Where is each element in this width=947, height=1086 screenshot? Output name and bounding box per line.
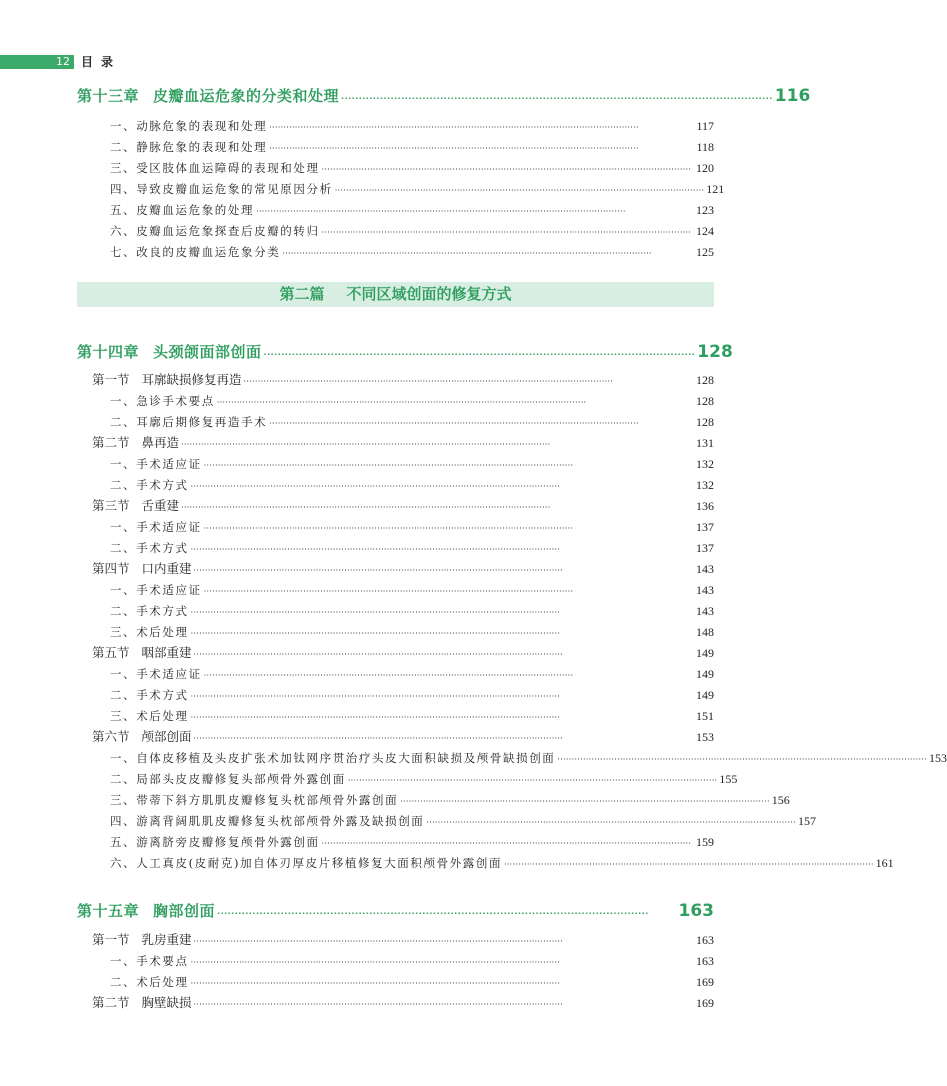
toc-item[interactable]: 四、导致皮瓣血运危象的常见原因分析 ·································································································································· 121 [110, 182, 725, 196]
dot-leader: ·································································································································· [190, 545, 561, 554]
toc-section[interactable]: 第二节 胸壁缺损 ·································································································································· 169 [92, 995, 714, 1010]
toc-item[interactable]: 一、手术适应证 ·································································································································· 143 [110, 583, 714, 597]
toc-item[interactable]: 一、自体皮移植及头皮扩张术加钛网序贯治疗头皮大面积缺损及颅骨缺损创面 ·································································································································· 153 [110, 751, 947, 765]
toc-item[interactable]: 二、局部头皮皮瓣修复头部颅骨外露创面 ·································································································································· 155 [110, 772, 738, 786]
dot-leader: ·································································································································· [190, 692, 561, 701]
toc-section[interactable]: 第一节 乳房重建 ·································································································································· 163 [92, 932, 714, 947]
toc-section[interactable]: 第四节 口内重建 ·································································································································· 143 [92, 561, 714, 576]
dot-leader: ·································································································································· [193, 937, 564, 946]
dot-leader: ·································································································································· [321, 228, 692, 237]
dot-leader: ·································································································································· [216, 398, 587, 407]
dot-leader: ·································································································································· [243, 377, 614, 386]
toc-section[interactable]: 第六节 颅部创面 ·································································································································· 153 [92, 729, 714, 744]
dot-leader: ·································································································································· [321, 165, 692, 174]
dot-leader: ·························································································································· [341, 94, 773, 103]
dot-leader: ·································································································································· [190, 958, 561, 967]
part-title: 不同区域创面的修复方式 [346, 285, 512, 303]
dot-leader: ·································································································································· [193, 650, 564, 659]
toc-item[interactable]: 二、手术方式 ·································································································································· 137 [110, 541, 714, 555]
dot-leader: ·································································································································· [256, 207, 626, 216]
toc-item[interactable]: 二、耳廓后期修复再造手术 ·································································································································· 128 [110, 415, 714, 429]
toc-chapter-15[interactable] [77, 901, 714, 921]
toc-item[interactable]: 三、术后处理 ·································································································································· 151 [110, 709, 714, 723]
header-title: 目录 [81, 55, 122, 69]
chapter-label: 第十四章 头颈颌面部创面 [77, 343, 262, 361]
header-page-number: 12 [56, 55, 70, 68]
dot-leader: ·································································································································· [269, 144, 639, 153]
part-banner[interactable] [77, 282, 714, 307]
dot-leader: ·································································································································· [557, 755, 927, 764]
dot-leader: ·································································································································· [193, 1000, 564, 1009]
toc-item[interactable]: 五、皮瓣血运危象的处理 ·································································································································· 123 [110, 203, 714, 217]
toc-item[interactable]: 一、手术要点 ·································································································································· 163 [110, 954, 714, 968]
dot-leader: ·································································································································· [269, 419, 639, 428]
dot-leader: ·································································································································· [203, 461, 574, 470]
toc-item[interactable]: 六、皮瓣血运危象探查后皮瓣的转归 ·································································································································· 124 [110, 224, 714, 238]
toc-item[interactable]: 三、受区肢体血运障碍的表现和处理 ·································································································································· 120 [110, 161, 714, 175]
toc-item[interactable]: 七、改良的皮瓣血运危象分类 ·································································································································· 125 [110, 245, 714, 259]
dot-leader: ·································································································································· [193, 734, 564, 743]
toc-item[interactable]: 六、人工真皮(皮耐克)加自体刃厚皮片移植修复大面积颅骨外露创面 ·································································································································· 161 [110, 856, 894, 870]
toc-section[interactable]: 第三节 舌重建 ·································································································································· 136 [92, 498, 714, 513]
chapter-page: 128 [697, 342, 733, 362]
toc-section[interactable]: 第五节 咽部重建 ·································································································································· 149 [92, 645, 714, 660]
toc-item[interactable]: 五、游离脐旁皮瓣修复颅骨外露创面 ·································································································································· 159 [110, 835, 714, 849]
dot-leader: ·································································································································· [426, 818, 796, 827]
toc-item[interactable]: 一、动脉危象的表现和处理 ·································································································································· 117 [110, 119, 714, 133]
dot-leader: ·································································································································· [347, 776, 718, 785]
dot-leader: ·································································································································· [181, 440, 551, 449]
toc-item[interactable]: 二、静脉危象的表现和处理 ·································································································································· 118 [110, 140, 714, 154]
dot-leader: ·································································································································· [203, 671, 574, 680]
dot-leader: ·································································································································· [321, 839, 692, 848]
toc-item[interactable]: 一、手术适应证 ·································································································································· 137 [110, 520, 714, 534]
toc-item[interactable]: 一、急诊手术要点 ·································································································································· 128 [110, 394, 714, 408]
toc-item[interactable]: 四、游离背阔肌肌皮瓣修复头枕部颅骨外露及缺损创面 ·································································································································· 157 [110, 814, 816, 828]
chapter-page: 163 [678, 901, 714, 921]
dot-leader: ·································································································································· [190, 713, 561, 722]
toc-item[interactable]: 二、手术方式 ·································································································································· 143 [110, 604, 714, 618]
chapter-page: 116 [774, 86, 811, 106]
toc-item[interactable]: 三、带蒂下斜方肌肌皮瓣修复头枕部颅骨外露创面 ·································································································································· 156 [110, 793, 790, 807]
dot-leader: ·································································································································· [203, 587, 574, 596]
toc-item[interactable]: 一、手术适应证 ·································································································································· 132 [110, 457, 714, 471]
toc-chapter-14[interactable] [77, 342, 733, 362]
dot-leader: ·································································································································· [181, 503, 551, 512]
dot-leader: ·································································································································· [269, 123, 639, 132]
dot-leader: ·························································································································· [217, 909, 649, 918]
dot-leader: ·································································································································· [190, 482, 561, 491]
toc-item[interactable]: 一、手术适应证 ·································································································································· 149 [110, 667, 714, 681]
dot-leader: ·································································································································· [190, 608, 561, 617]
toc-section[interactable]: 第一节 耳廓缺损修复再造 ·································································································································· 128 [92, 372, 714, 387]
dot-leader: ·································································································································· [282, 249, 652, 258]
dot-leader: ·································································································································· [504, 860, 874, 869]
toc-item[interactable]: 二、术后处理 ·································································································································· 169 [110, 975, 714, 989]
toc-item[interactable]: 三、术后处理 ·································································································································· 148 [110, 625, 714, 639]
dot-leader: ·································································································································· [193, 566, 564, 575]
toc-item[interactable]: 二、手术方式 ·································································································································· 132 [110, 478, 714, 492]
dot-leader: ·································································································································· [334, 186, 705, 195]
page-header [0, 55, 800, 69]
chapter-label: 第十三章 皮瓣血运危象的分类和处理 [77, 87, 340, 105]
toc-chapter-13[interactable] [77, 86, 811, 106]
toc-item[interactable]: 二、手术方式 ·································································································································· 149 [110, 688, 714, 702]
part-number: 第二篇 [279, 285, 325, 303]
dot-leader: ·································································································································· [203, 524, 574, 533]
toc-section[interactable]: 第二节 鼻再造 ·································································································································· 131 [92, 435, 714, 450]
dot-leader: ·································································································································· [400, 797, 770, 806]
dot-leader: ·································································································································· [190, 979, 561, 988]
dot-leader: ·························································································································· [263, 350, 696, 359]
dot-leader: ·································································································································· [190, 629, 561, 638]
chapter-label: 第十五章 胸部创面 [77, 902, 216, 920]
